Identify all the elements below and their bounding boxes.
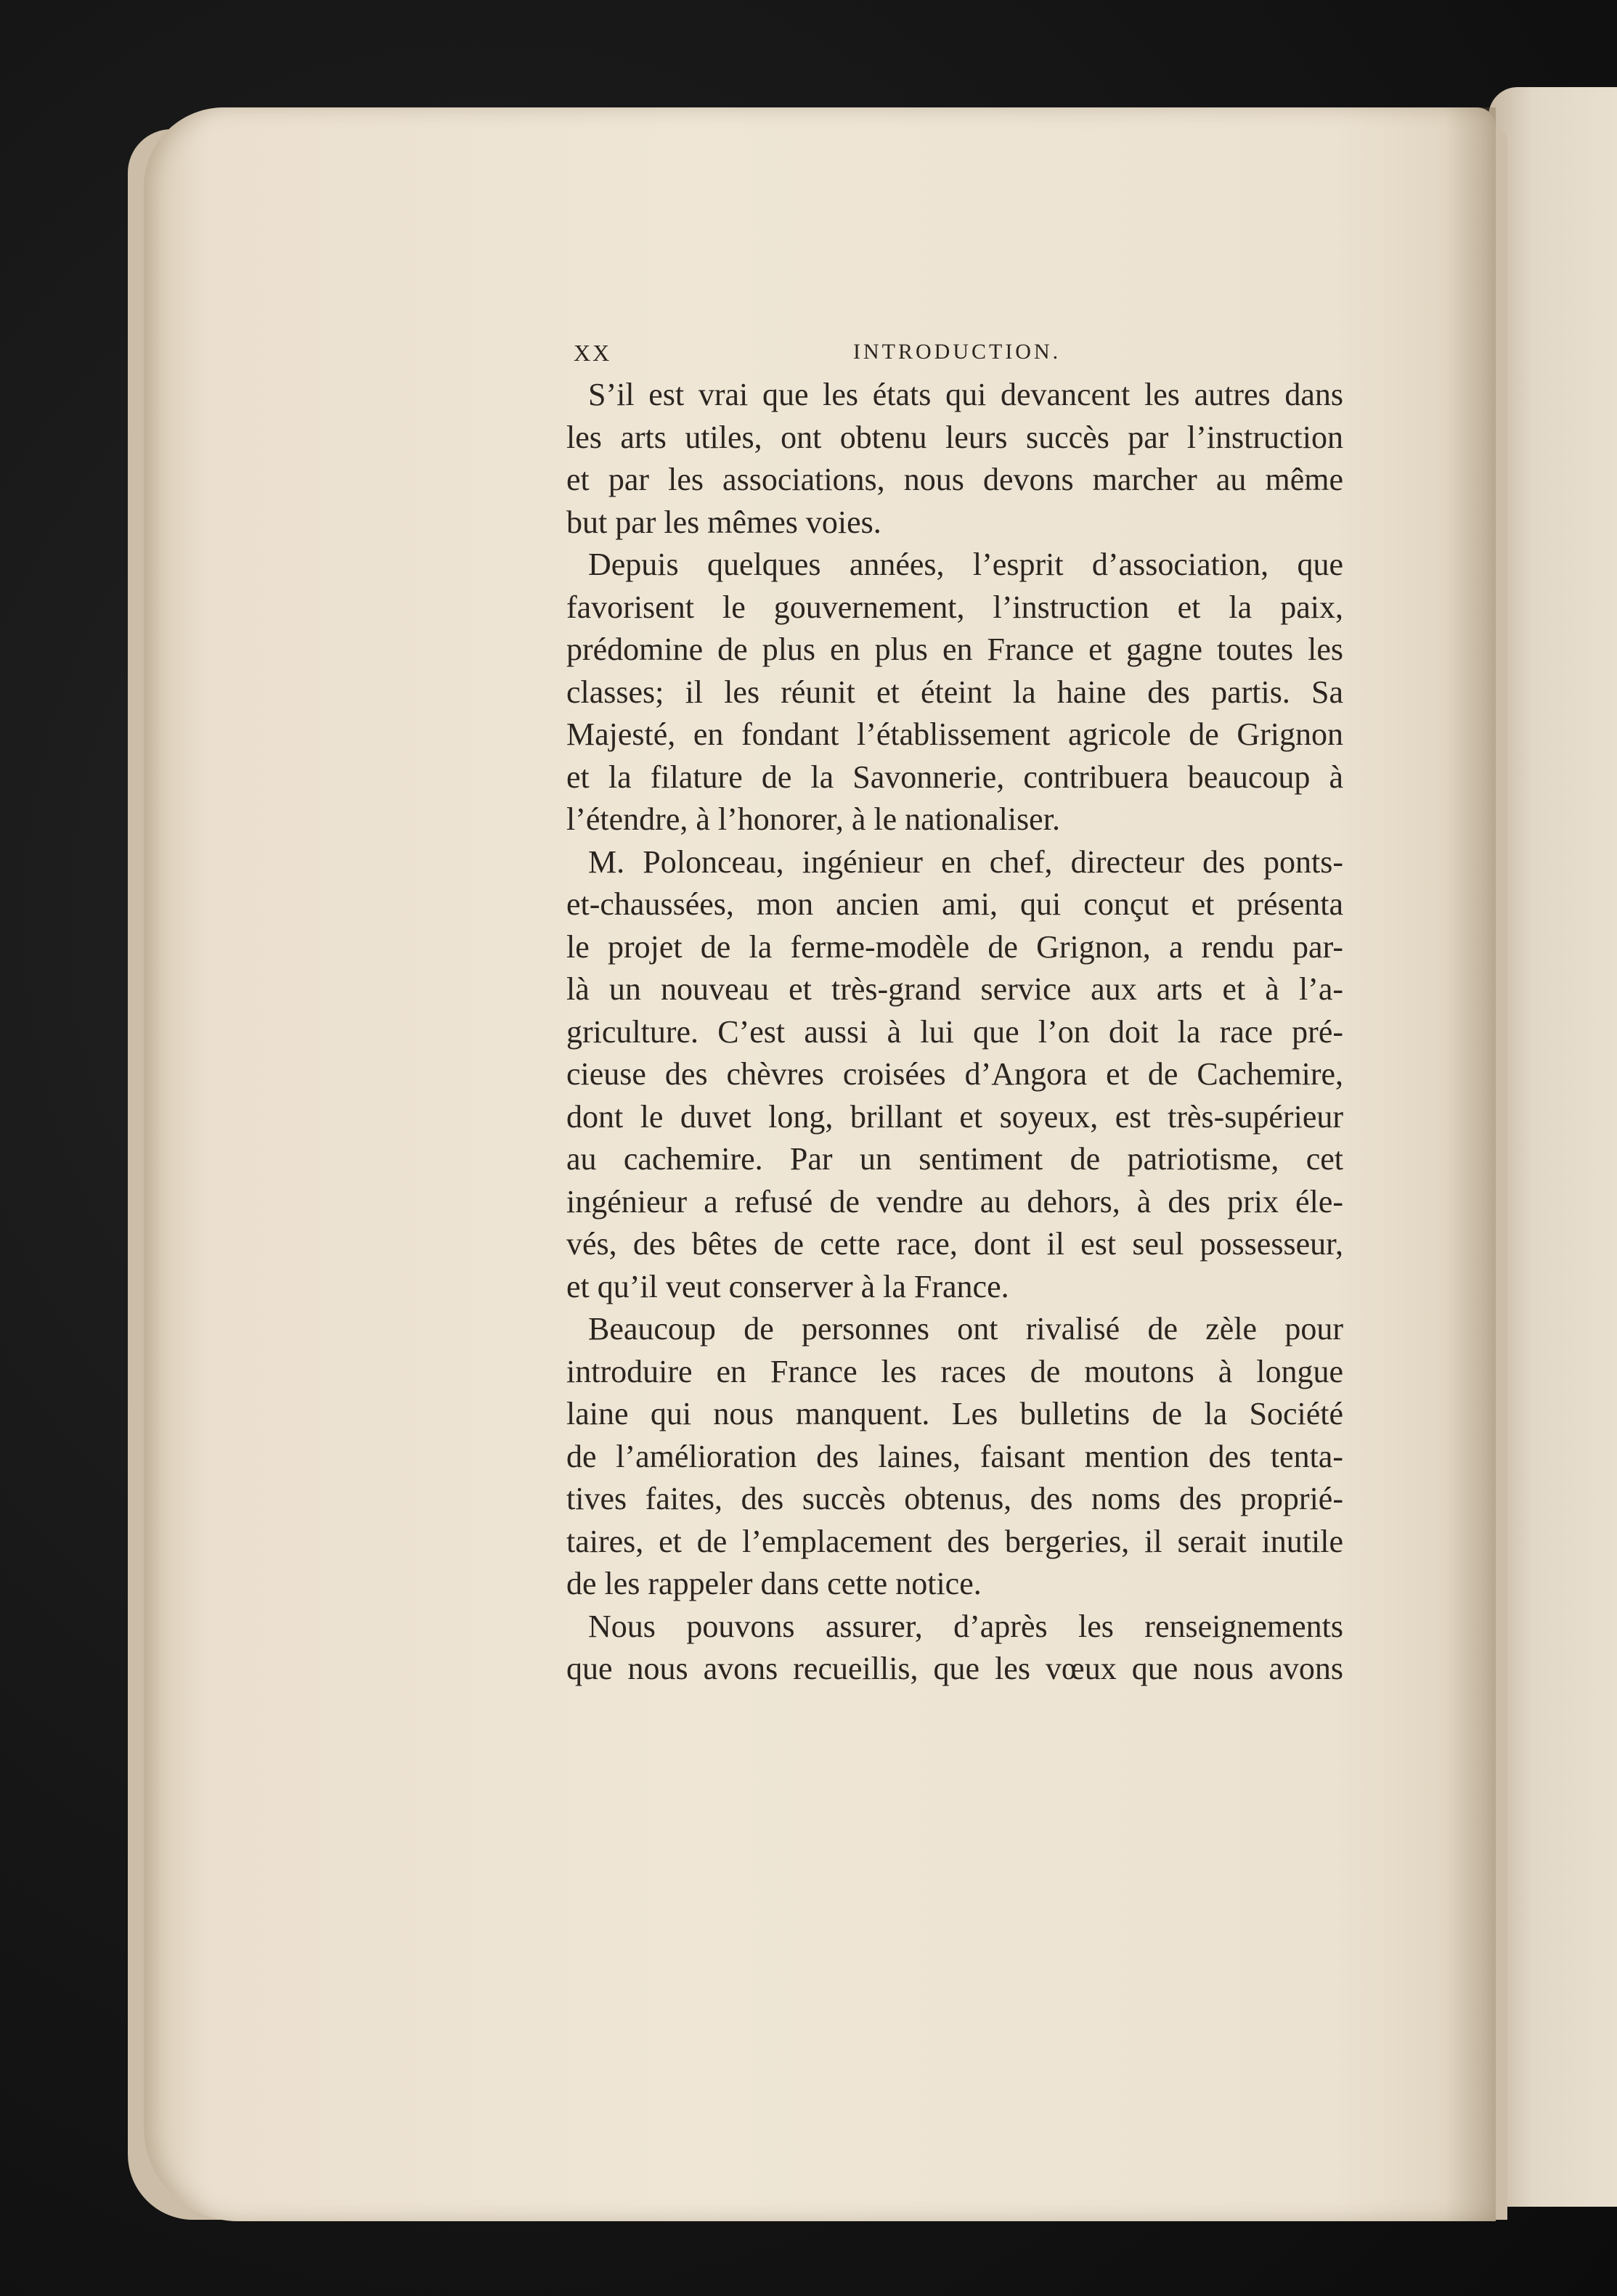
text-line: Beaucoup de personnes ont rivalisé de zèle pour [588, 1311, 1343, 1347]
paragraph [566, 374, 1343, 544]
text-line: que nous avons recueillis, que les vœux que nous avons [566, 1651, 1343, 1686]
text-line: prédomine de plus en plus en France et gagne toutes les [566, 632, 1343, 667]
text-line: introduire en France les races de moutons à longue [566, 1353, 1343, 1389]
running-head [566, 340, 1343, 372]
text-line: taires, et de l’emplacement des bergeries, il serait inutile [566, 1523, 1343, 1559]
text-line: dont le duvet long, brillant et soyeux, est très-supérieur [566, 1098, 1343, 1135]
text-line: griculture. C’est aussi à lui que l’on doit la race pré- [566, 1013, 1343, 1050]
paragraph [566, 1606, 1343, 1691]
text-line: classes; il les réunit et éteint la haine des partis. Sa [566, 674, 1343, 710]
text-line: de l’amélioration des laines, faisant mention des tenta- [566, 1438, 1343, 1474]
text-line: laine qui nous manquent. Les bulletins de la Société [566, 1396, 1343, 1431]
text-line: les arts utiles, ont obtenu leurs succès par l’instruction [566, 419, 1343, 455]
text-line: ingénieur a refusé de vendre au dehors, à des prix éle- [566, 1183, 1343, 1220]
text-line: vés, des bêtes de cette race, dont il est seul possesseur, [566, 1226, 1343, 1262]
text-line: cieuse des chèvres croisées d’Angora et de Cachemire, [566, 1056, 1343, 1092]
paragraph [566, 1308, 1343, 1606]
text-line: M. Polonceau, ingénieur en chef, directeur des ponts- [588, 843, 1343, 880]
text-line: but par les mêmes voies. [566, 504, 881, 540]
text-line: Depuis quelques années, l’esprit d’association, que [588, 547, 1343, 582]
body-text [566, 374, 1343, 1691]
page-number: XX [574, 340, 612, 366]
text-line: le projet de la ferme-modèle de Grignon, a rendu par- [566, 928, 1343, 965]
text-line: l’étendre, à l’honorer, à le nationaliser. [566, 801, 1060, 837]
paragraph [566, 544, 1343, 841]
text-line: favorisent le gouvernement, l’instruction et la paix, [566, 589, 1343, 625]
text-line: au cachemire. Par un sentiment de patriotisme, cet [566, 1141, 1343, 1177]
text-line: et la filature de la Savonnerie, contribuera beaucoup à [566, 759, 1343, 795]
text-line: là un nouveau et très-grand service aux arts et à l’a- [566, 971, 1343, 1007]
text-line: S’il est vrai que les états qui devancent les autres dans [588, 377, 1343, 412]
text-line: et qu’il veut conserver à la France. [566, 1268, 1009, 1304]
text-line: Nous pouvons assurer, d’après les renseignements [588, 1608, 1343, 1644]
paragraph [566, 841, 1343, 1309]
text-line: Majesté, en fondant l’établissement agricole de Grignon [566, 716, 1343, 752]
text-line: de les rappeler dans cette notice. [566, 1566, 982, 1601]
text-line: et-chaussées, mon ancien ami, qui conçut et présenta [566, 886, 1343, 922]
running-head-title: INTRODUCTION. [853, 340, 1062, 364]
text-line: tives faites, des succès obtenus, des noms des proprié- [566, 1481, 1343, 1516]
text-line: et par les associations, nous devons marcher au même [566, 462, 1343, 497]
facing-page-edge [1488, 87, 1617, 2207]
page-gutter-shadow [1445, 107, 1496, 2221]
